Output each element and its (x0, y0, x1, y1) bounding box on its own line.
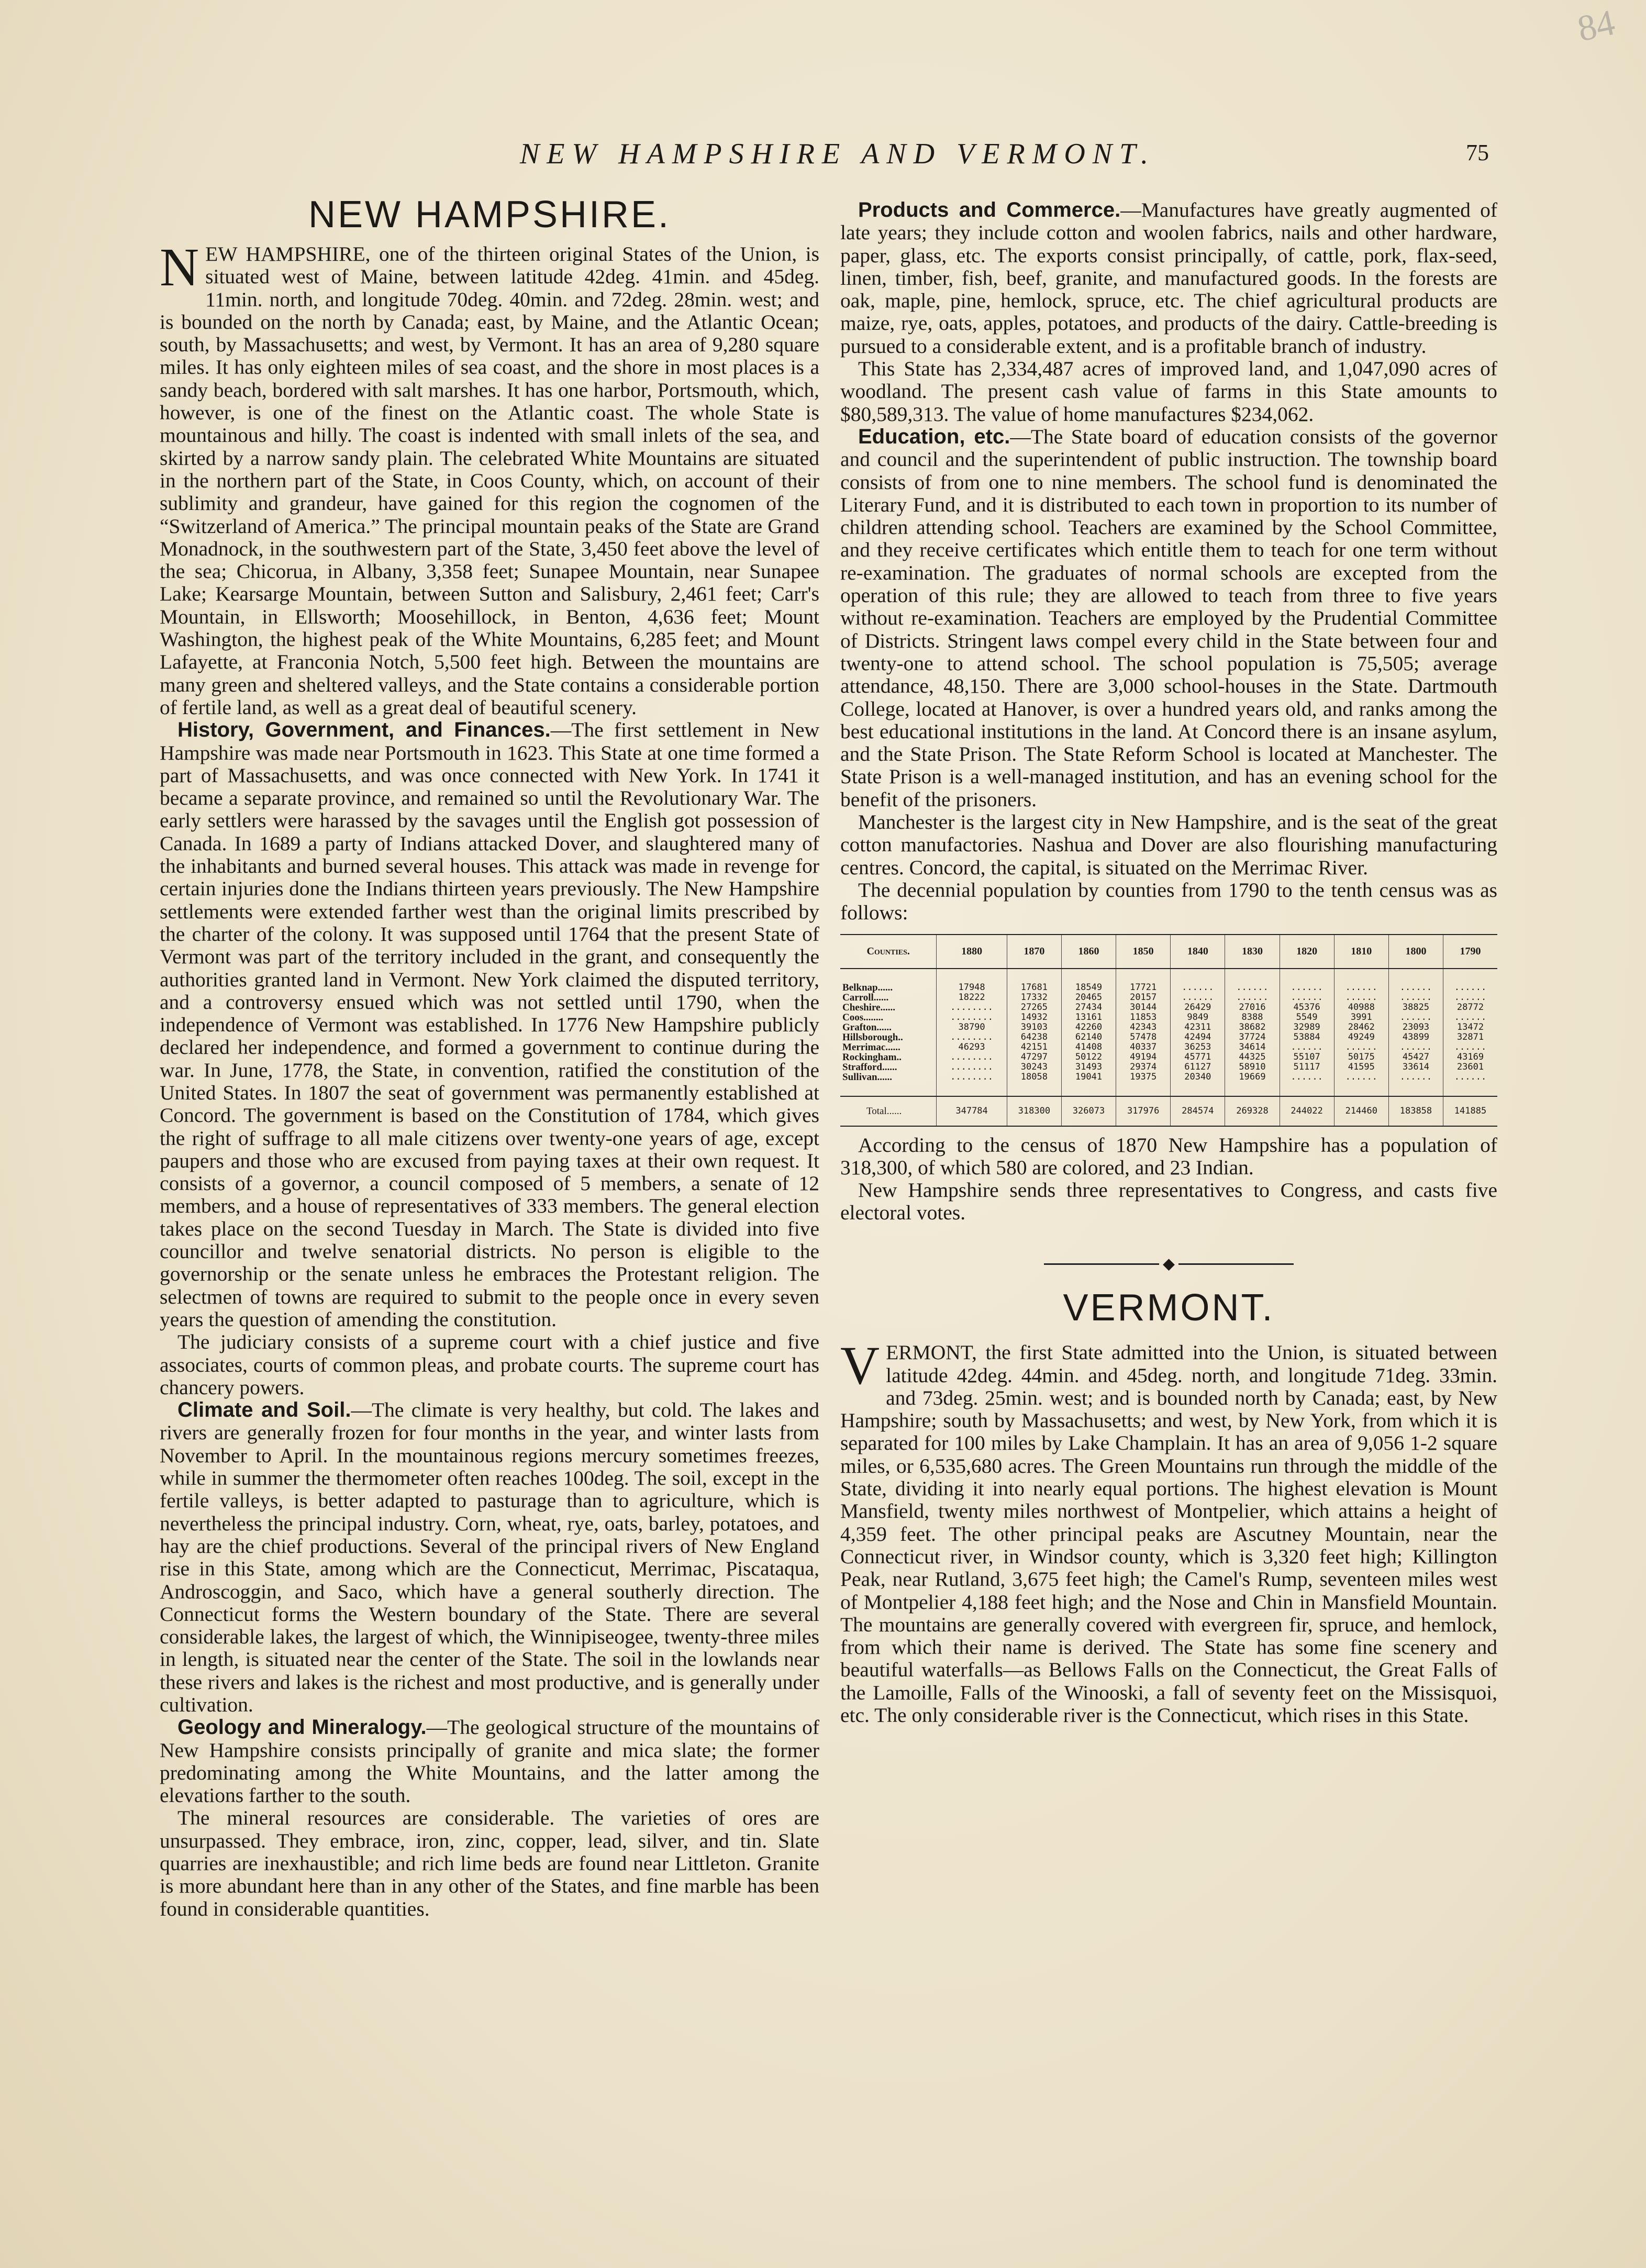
census-cell: 8388 (1225, 1013, 1280, 1022)
drop-cap: N (160, 237, 199, 297)
census-cell: 23601 (1443, 1062, 1497, 1072)
products-text: —Manufactures have greatly augmented of late years; they include cotton and woolen fabrics, nails and other hardware, paper, glass, etc. The exports consist principally, of cattle, pork, flax-seed, linen, timber, fish, beef, granite, and manufactured goods. In the forests are oak, maple, pine, hemlock, spruce, etc. The chief agricultural products are maize, rye, oats, apples, potatoes, and products of the dairy. Cattle-breeding is pursued to a considerable extent, and is a profitable branch of industry. (840, 198, 1497, 358)
census-header-cell: Counties. (840, 935, 937, 969)
census-cell: 44325 (1225, 1052, 1280, 1062)
census-cell: 13161 (1061, 1013, 1116, 1022)
census-total-cell: 284574 (1171, 1096, 1225, 1126)
page-number: 75 (1466, 140, 1489, 165)
census-cell: 39103 (1007, 1022, 1061, 1032)
census-cell: ...... (1388, 993, 1443, 1003)
census-cell: 49249 (1334, 1032, 1388, 1042)
census-total-cell: 318300 (1007, 1096, 1061, 1126)
census-row (840, 1013, 1497, 1022)
nh-congress: New Hampshire sends three representatives to Congress, and casts five electoral votes. (840, 1179, 1497, 1225)
vt-intro-text: ERMONT, the first State admitted into the Union, is situated between latitude 42deg. 44min. and 45deg. north, and longitude 71deg. 33min. and 73deg. 25min. west; and is bounded north by Canada; east, by New Hampshire; south by Massachusetts; and west, by New York, from which it is separated for 100 miles by Lake Champlain. It has an area of 9,056 1-2 square miles, or 6,535,680 acres. The Green Mountains run through the middle of the State, dividing it into nearly equal portions. The highest elevation is Mount Mansfield, twenty miles northwest of Montpelier, which attains a height of 4,359 feet. The other principal peaks are Ascutney Mountain, near the Connecticut river, in Windsor county, which is 3,320 feet high; Killington Peak, near Rutland, 3,675 feet high; the Camel's Rump, seventeen miles west of Montpelier 4,188 feet high; and the Nose and Chin in Mansfield Mountain. The mountains are generally covered with evergreen fir, spruce, and hemlock, from which their name is derived. The State has some fine scenery and beautiful waterfalls—as Bellows Falls on the Connecticut, the Great Falls of the Lamoille, Falls of the Winooski, a fall of seventy feet on the Missisquoi, etc. The only considerable river is the Connecticut, which rises in this State. (840, 1341, 1497, 1727)
census-cell: 50175 (1334, 1052, 1388, 1062)
census-cell: 49194 (1116, 1052, 1171, 1062)
census-cell: 17332 (1007, 993, 1061, 1003)
census-cell: 19041 (1061, 1072, 1116, 1096)
census-cell: 40988 (1334, 1003, 1388, 1013)
census-cell: 38790 (937, 1022, 1007, 1032)
census-row (840, 1032, 1497, 1042)
census-row (840, 969, 1497, 993)
vt-intro-paragraph (840, 1336, 1497, 1727)
census-cell: 30243 (1007, 1062, 1061, 1072)
nh-mineral-paragraph: The mineral resources are considerable. The varieties of ores are unsurpassed. They embrace, iron, zinc, copper, lead, silver, and tin. Slate quarries are inexhaustible; and rich lime beds are found near Littleton. Granite is more abundant here than in any other of the States, and fine marble has been found in considerable quantities. (160, 1806, 819, 1920)
census-cell: ........ (937, 1052, 1007, 1062)
nh-history-paragraph (160, 719, 819, 1331)
census-cell: ...... (1334, 1042, 1388, 1052)
census-cell: 18549 (1061, 969, 1116, 993)
census-cell: 28462 (1334, 1022, 1388, 1032)
nh-climate-paragraph (160, 1399, 819, 1716)
census-cell: 42343 (1116, 1022, 1171, 1032)
census-cell: ...... (1443, 1072, 1497, 1096)
census-cell: 3991 (1334, 1013, 1388, 1022)
census-header-cell: 1860 (1061, 935, 1116, 969)
census-cell: Coos........ (842, 1011, 884, 1023)
census-cell: 45376 (1280, 1003, 1334, 1013)
nh-manchester-paragraph: Manchester is the largest city in New Hampshire, and is the seat of the great cotton manufactories. Nashua and Dover are also flourishing manufacturing centres. Concord, the capital, is situated on the Merrimac River. (840, 810, 1497, 879)
census-cell: ...... (1388, 1042, 1443, 1052)
census-cell: 58910 (1225, 1062, 1280, 1072)
census-cell: ...... (1225, 993, 1280, 1003)
census-header-row (840, 935, 1497, 969)
nh-intro-text: EW HAMPSHIRE, one of the thirteen original States of the Union, is situated west of Maine, between latitude 42deg. 41min. and 45deg. 11min. north, and longitude 70deg. 40min. and 72deg. 28min. west; and is bounded on the north by Canada; east, by Maine, and the Atlantic Ocean; south, by Massachusetts; and west, by Vermont. It has an area of 9,280 square miles. It has only eighteen miles of sea coast, and the shore in most places is a sandy beach, bordered with salt marshes. It has one harbor, Portsmouth, which, however, is one of the finest on the Atlantic coast. The whole State is mountainous and hilly. The coast is indented with small inlets of the sea, and skirted by a narrow sandy plain. The celebrated White Mountains are situated in the northern part of the State, in Coos County, which, on account of their sublimity and grandeur, have gained for this region the cognomen of the “Switzerland of America.” The principal mountain peaks of the State are Grand Monadnock, in the southwestern part of the State, 3,450 feet above the level of the sea; Chicorua, in Albany, 3,358 feet; Sunapee Mountain, near Sunapee Lake; Kearsarge Mountain, between Sutton and Salisbury, 2,461 feet; Carr's Mountain, in Ellsworth; Moosehillock, in Benton, 4,636 feet; Mount Washington, the highest peak of the White Mountains, 6,285 feet; and Mount Lafayette, at Franconia Notch, 5,500 feet high. Between the mountains are many green and sheltered valleys, and the State contains a considerable portion of fertile land, as well as a great deal of beautiful scenery. (160, 242, 819, 719)
census-header-cell: 1850 (1116, 935, 1171, 969)
census-cell: 13472 (1443, 1022, 1497, 1032)
census-total-cell: 317976 (1116, 1096, 1171, 1126)
census-cell: 61127 (1171, 1062, 1225, 1072)
history-text: —The first settlement in New Hampshire was made near Portsmouth in 1623. This State at one time formed a part of Massachusetts, and was once connected with New York. In 1741 it became a separate province, and remained so until the Revolutionary War. The early settlers were harassed by the savages until the English got possession of Canada. In 1689 a party of Indians attacked Dover, and slaughtered many of the inhabitants and burned several houses. This attack was made in revenge for certain injuries done the Indians thirteen years previously. The New Hampshire settlements were extended farther west than the original limits prescribed by the charter of the colony. It was supposed until 1764 that the present State of Vermont was part of the territory included in the grant, and consequently the authorities granted land in Vermont. New York claimed the disputed territory, and a controversy ensued which was not settled until 1790, when the independence of Vermont was established. In 1776 New Hampshire publicly declared her independence, and formed a government to continue during the war. In June, 1778, the State, in convention, ratified the constitution of the United States. In 1807 the seat of government was permanently established at Concord. The government is based on the Constitution of 1784, which gives the right of suffrage to all male citizens over twenty-one years of age, except paupers and those who are excused from paying taxes at their own request. It consists of a governor, a council composed of 5 members, a senate of 12 members, and a house of representatives of 333 members. The general election takes place on the second Tuesday in March. The State is divided into five councillor and twelve senatorial districts. No person is eligible to the governorship or the senate unless he embraces the Protestant religion. The selectmen of towns are required to submit to the people once in every seven years the question of amending the constitution. (160, 718, 820, 1331)
census-total-cell: 326073 (1061, 1096, 1116, 1126)
census-header-cell: 1790 (1443, 935, 1497, 969)
census-cell: ........ (937, 1072, 1007, 1096)
census-cell: 64238 (1007, 1032, 1061, 1042)
census-total-cell: 244022 (1280, 1096, 1334, 1126)
census-cell: 41595 (1334, 1062, 1388, 1072)
census-cell: ........ (937, 1062, 1007, 1072)
census-cell: 53884 (1280, 1032, 1334, 1042)
census-cell: 45771 (1171, 1052, 1225, 1062)
census-cell: 38825 (1388, 1003, 1443, 1013)
census-cell: 29374 (1116, 1062, 1171, 1072)
corner-mark: 84 (1574, 2, 1619, 50)
census-cell: 62140 (1061, 1032, 1116, 1042)
census-cell: 20465 (1061, 993, 1116, 1003)
census-cell: ...... (1443, 1042, 1497, 1052)
census-cell: 36253 (1171, 1042, 1225, 1052)
census-cell: 27434 (1061, 1003, 1116, 1013)
census-cell: ...... (1334, 969, 1388, 993)
history-heading: History, Government, and Finances. (177, 718, 551, 742)
census-cell: ...... (1334, 1072, 1388, 1096)
census-total-cell: 269328 (1225, 1096, 1280, 1126)
census-cell: ...... (1280, 1042, 1334, 1052)
census-cell: 47297 (1007, 1052, 1061, 1062)
geology-heading: Geology and Mineralogy. (177, 1716, 427, 1739)
census-cell: ...... (1280, 969, 1334, 993)
climate-heading: Climate and Soil. (177, 1398, 351, 1422)
census-header-cell: 1820 (1280, 935, 1334, 969)
census-cell: 40337 (1116, 1042, 1171, 1052)
census-cell: 20157 (1116, 993, 1171, 1003)
census-total-cell: 183858 (1388, 1096, 1443, 1126)
geology-text: —The geological structure of the mountains of New Hampshire consists principally of granite and mica slate; the former predominating among the White Mountains, and the latter among the elevations farther to the south. (160, 1716, 820, 1807)
census-cell: 9849 (1171, 1013, 1225, 1022)
nh-census-1870: According to the census of 1870 New Hampshire has a population of 318,300, of which 580 are colored, and 23 Indian. (840, 1133, 1497, 1179)
census-cell: 27265 (1007, 1003, 1061, 1013)
climate-text: —The climate is very healthy, but cold. The lakes and rivers are generally frozen for four months in the year, and winter lasts from November to April. In the mountainous regions mercury sometimes freezes, while in summer the thermometer often reaches 100deg. The soil, except in the fertile valleys, is better adapted to pasturage than to agriculture, which is nevertheless the principal industry. Corn, wheat, rye, oats, barley, potatoes, and hay are the chief productions. Several of the principal rivers of New England rise in this State, among which are the Connecticut, Merrimac, Piscataqua, Androscoggin, and Saco, which have a general southerly direction. The Connecticut forms the Western boundary of the State. There are several considerable lakes, the largest of which, the Winnipiseogee, twenty-three miles in length, is situated near the center of the State. The soil in the lowlands near these rivers and lakes is the richest and most productive, and is generally under cultivation. (160, 1398, 819, 1716)
section-divider: ◆ (840, 1252, 1497, 1276)
census-header-cell: 1800 (1388, 935, 1443, 969)
census-cell: 27016 (1225, 1003, 1280, 1013)
census-cell: ........ (937, 1003, 1007, 1013)
census-cell: ........ (937, 1032, 1007, 1042)
census-cell: ...... (1388, 1072, 1443, 1096)
census-cell: ...... (1171, 969, 1225, 993)
drop-cap: V (840, 1336, 880, 1396)
census-cell: 41408 (1061, 1042, 1116, 1052)
education-text: —The State board of education consists of the governor and council and the superintendent of public instruction. The township board consists of from one to nine members. The school fund is denominated the Literary Fund, and it is distributed to each town in proportion to its number of children attending school. Teachers are examined by the School Committee, and they receive certificates which entitle them to teach for one term without re-examination. The graduates of normal schools are excepted from the operation of this rule; they are allowed to teach from three to five years without re-examination. Teachers are employed by the Prudential Committee of Districts. Stringent laws compel every child in the State between four and twenty-one to attend school. The school population is 75,505; average attendance, 48,150. There are 3,000 school-houses in the State. Dartmouth College, located at Hanover, is over a hundred years old, and ranks among the best educational institutions in the land. At Concord there is an insane asylum, and the State Prison. The State Reform School is located at Manchester. The State Prison is a well-managed institution, and has an evening school for the benefit of the prisoners. (840, 425, 1497, 811)
census-cell: ...... (1225, 969, 1280, 993)
census-cell: 19669 (1225, 1072, 1280, 1096)
census-cell: 17948 (937, 969, 1007, 993)
census-cell: 42494 (1171, 1032, 1225, 1042)
products-heading: Products and Commerce. (858, 198, 1121, 221)
census-cell: Sullivan...... (842, 1071, 893, 1083)
census-cell: Merrimac...... (842, 1041, 900, 1053)
census-cell: 11853 (1116, 1013, 1171, 1022)
running-title: NEW HAMPSHIRE AND VERMONT. (519, 138, 1156, 170)
census-cell: 19375 (1116, 1072, 1171, 1096)
census-cell: Hillsborough.. (842, 1031, 903, 1043)
census-row (840, 1072, 1497, 1096)
census-cell: 30144 (1116, 1003, 1171, 1013)
census-cell: Cheshire...... (842, 1002, 895, 1013)
census-cell: 42311 (1171, 1022, 1225, 1032)
census-cell: 23093 (1388, 1022, 1443, 1032)
census-cell: 26429 (1171, 1003, 1225, 1013)
census-cell: ........ (937, 1013, 1007, 1022)
census-row (840, 1022, 1497, 1032)
census-cell: 45427 (1388, 1052, 1443, 1062)
census-row (840, 1003, 1497, 1013)
census-cell: Belknap...... (842, 982, 893, 993)
census-cell: 17681 (1007, 969, 1061, 993)
census-total-cell: 347784 (937, 1096, 1007, 1126)
census-row (840, 993, 1497, 1003)
census-row (840, 1052, 1497, 1062)
census-cell: 51117 (1280, 1062, 1334, 1072)
census-cell: 37724 (1225, 1032, 1280, 1042)
census-cell: 18058 (1007, 1072, 1061, 1096)
census-cell: Strafford...... (842, 1061, 897, 1073)
section-title-new-hampshire: NEW HAMPSHIRE. (308, 194, 671, 236)
census-cell: 31493 (1061, 1062, 1116, 1072)
census-cell: 55107 (1280, 1052, 1334, 1062)
census-body (840, 969, 1497, 1096)
census-total-row (840, 1096, 1497, 1126)
census-cell: 32989 (1280, 1022, 1334, 1032)
census-cell: 43899 (1388, 1032, 1443, 1042)
census-cell: ...... (1388, 1013, 1443, 1022)
nh-intro-paragraph (160, 237, 819, 719)
census-cell: ...... (1280, 1072, 1334, 1096)
census-cell: 28772 (1443, 1003, 1497, 1013)
census-table (840, 934, 1497, 1127)
census-cell: 18222 (937, 993, 1007, 1003)
census-cell: ...... (1443, 1013, 1497, 1022)
census-cell: 14932 (1007, 1013, 1061, 1022)
census-cell: Carroll...... (842, 992, 889, 1003)
census-total-cell: 141885 (1443, 1096, 1497, 1126)
census-cell: ...... (1443, 993, 1497, 1003)
nh-census-intro: The decennial population by counties from 1790 to the tenth census was as follows: (840, 878, 1497, 925)
nh-judiciary-paragraph: The judiciary consists of a supreme court with a chief justice and five associates, courts of common pleas, and probate courts. The supreme court has chancery powers. (160, 1330, 819, 1399)
census-row (840, 1042, 1497, 1052)
census-cell: 43169 (1443, 1052, 1497, 1062)
census-header-cell: 1830 (1225, 935, 1280, 969)
census-cell: ...... (1443, 969, 1497, 993)
nh-geology-paragraph (160, 1716, 819, 1807)
census-total-cell: Total...... (840, 1096, 937, 1126)
census-cell: 20340 (1171, 1072, 1225, 1096)
right-column (840, 199, 1497, 1727)
census-cell: 57478 (1116, 1032, 1171, 1042)
census-total-cell: 214460 (1334, 1096, 1388, 1126)
census-cell: ...... (1171, 993, 1225, 1003)
nh-land-paragraph: This State has 2,334,487 acres of improved land, and 1,047,090 acres of woodland. The present cash value of farms in this State amounts to $80,589,313. The value of home manufactures $234,062. (840, 357, 1497, 426)
census-cell: 38682 (1225, 1022, 1280, 1032)
census-cell: 17721 (1116, 969, 1171, 993)
census-cell: ...... (1334, 993, 1388, 1003)
census-header-cell: 1880 (937, 935, 1007, 969)
census-cell: 34614 (1225, 1042, 1280, 1052)
census-header-cell: 1840 (1171, 935, 1225, 969)
left-column (160, 194, 819, 1920)
nh-products-paragraph (840, 199, 1497, 358)
census-cell: ...... (1280, 993, 1334, 1003)
census-cell: 50122 (1061, 1052, 1116, 1062)
census-row (840, 1062, 1497, 1072)
census-cell: 33614 (1388, 1062, 1443, 1072)
census-cell: 42151 (1007, 1042, 1061, 1052)
census-cell: Rockingham.. (842, 1051, 902, 1063)
education-heading: Education, etc. (858, 425, 1010, 448)
census-cell: 32871 (1443, 1032, 1497, 1042)
census-cell: 46293 (937, 1042, 1007, 1052)
nh-education-paragraph (840, 426, 1497, 811)
section-title-vermont: VERMONT. (1063, 1287, 1275, 1329)
census-header-cell: 1810 (1334, 935, 1388, 969)
census-cell: ...... (1388, 969, 1443, 993)
census-cell: 5549 (1280, 1013, 1334, 1022)
census-cell: Grafton...... (842, 1021, 892, 1033)
census-header-cell: 1870 (1007, 935, 1061, 969)
census-cell: 42260 (1061, 1022, 1116, 1032)
